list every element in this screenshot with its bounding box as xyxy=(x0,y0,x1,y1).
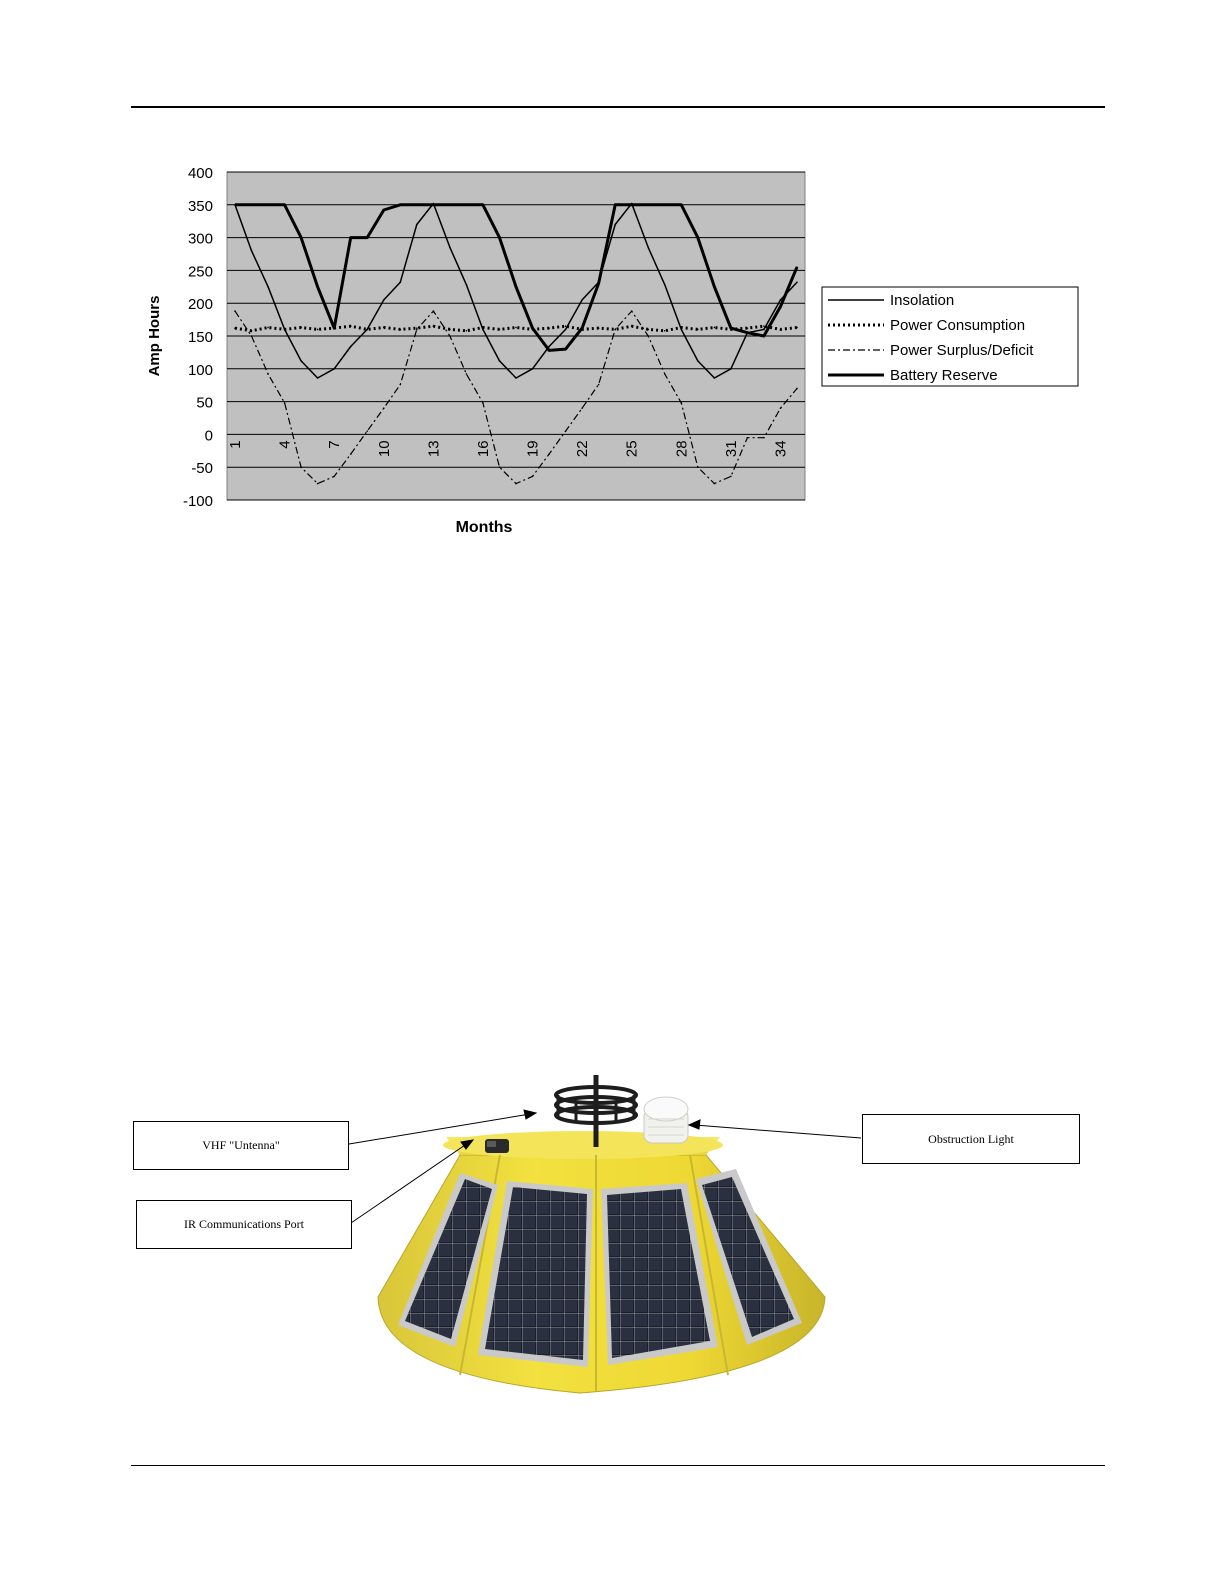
x-tick-label: 19 xyxy=(524,440,542,458)
amp-hours-chart xyxy=(130,160,1090,545)
data-point xyxy=(763,325,765,327)
data-point xyxy=(251,335,253,337)
x-tick-label: 4 xyxy=(276,440,294,449)
data-point xyxy=(664,330,666,332)
data-point xyxy=(499,466,501,468)
data-point xyxy=(333,368,335,370)
ir-communications-port-label: IR Communications Port xyxy=(136,1200,352,1249)
data-point xyxy=(697,360,699,362)
data-point xyxy=(267,286,269,288)
data-point xyxy=(449,204,451,206)
data-point xyxy=(317,329,319,331)
data-point xyxy=(499,360,501,362)
ir-port xyxy=(485,1139,509,1153)
x-tick-label: 7 xyxy=(326,440,344,449)
data-point xyxy=(234,310,236,312)
data-point xyxy=(399,329,401,331)
data-point xyxy=(449,329,451,331)
data-point xyxy=(631,204,633,206)
y-tick-label: 250 xyxy=(187,263,213,281)
data-point xyxy=(366,237,368,239)
data-point xyxy=(581,407,583,409)
data-point xyxy=(565,329,567,331)
data-point xyxy=(647,204,649,206)
data-point xyxy=(747,332,749,334)
data-point xyxy=(333,327,335,329)
y-tick-label: 0 xyxy=(204,427,213,445)
data-point xyxy=(614,204,616,206)
data-point xyxy=(532,476,534,478)
x-tick-label: 10 xyxy=(375,440,393,458)
data-point xyxy=(581,299,583,301)
data-point xyxy=(350,453,352,455)
obstruction-light-label: Obstruction Light xyxy=(862,1114,1080,1164)
data-point xyxy=(598,384,600,386)
data-point xyxy=(433,325,435,327)
data-point xyxy=(482,204,484,206)
data-point xyxy=(399,281,401,283)
data-point xyxy=(714,377,716,379)
data-point xyxy=(366,329,368,331)
x-axis-label: Months xyxy=(455,519,513,536)
data-point xyxy=(383,327,385,329)
data-point xyxy=(482,402,484,404)
data-point xyxy=(350,346,352,348)
data-point xyxy=(747,437,749,439)
data-point xyxy=(730,368,732,370)
data-point xyxy=(714,286,716,288)
data-point xyxy=(714,483,716,485)
data-point xyxy=(416,329,418,331)
data-point xyxy=(466,330,468,332)
y-tick-label: 350 xyxy=(187,197,213,215)
data-point xyxy=(317,286,319,288)
data-point xyxy=(647,247,649,249)
data-point xyxy=(796,327,798,329)
data-point xyxy=(499,329,501,331)
data-point xyxy=(284,329,286,331)
legend-entry: Insolation xyxy=(890,292,955,309)
data-point xyxy=(614,224,616,226)
data-point xyxy=(267,204,269,206)
x-tick-label: 34 xyxy=(772,440,790,458)
data-point xyxy=(532,327,534,329)
data-point xyxy=(515,327,517,329)
data-point xyxy=(548,350,550,352)
data-point xyxy=(267,373,269,375)
x-tick-label: 13 xyxy=(425,440,443,458)
data-point xyxy=(680,204,682,206)
data-point xyxy=(780,407,782,409)
x-tick-label: 31 xyxy=(722,440,740,458)
data-point xyxy=(267,327,269,329)
data-point xyxy=(763,335,765,337)
data-point xyxy=(383,299,385,301)
data-point xyxy=(730,327,732,329)
data-point xyxy=(697,237,699,239)
data-point xyxy=(466,284,468,286)
x-tick-label: 16 xyxy=(474,440,492,458)
data-point xyxy=(366,430,368,432)
data-point xyxy=(598,283,600,285)
data-point xyxy=(680,327,682,329)
data-point xyxy=(565,430,567,432)
y-tick-label: 100 xyxy=(187,361,213,379)
data-point xyxy=(631,325,633,327)
data-point xyxy=(796,388,798,390)
vhf-untenna-label: VHF "Untenna" xyxy=(133,1121,349,1170)
data-point xyxy=(317,483,319,485)
data-point xyxy=(763,437,765,439)
data-point xyxy=(284,402,286,404)
x-tick-label: 22 xyxy=(574,440,592,458)
data-point xyxy=(515,483,517,485)
data-point xyxy=(548,453,550,455)
data-point xyxy=(300,237,302,239)
top-rule xyxy=(131,106,1105,108)
y-axis-label: Amp Hours xyxy=(146,295,163,377)
data-point xyxy=(251,204,253,206)
data-point xyxy=(780,306,782,308)
data-point xyxy=(548,346,550,348)
data-point xyxy=(234,327,236,329)
data-point xyxy=(796,281,798,283)
legend-entry: Battery Reserve xyxy=(890,367,998,384)
data-point xyxy=(763,329,765,331)
bottom-rule xyxy=(131,1465,1105,1466)
data-point xyxy=(449,335,451,337)
data-point xyxy=(383,407,385,409)
y-tick-label: 150 xyxy=(187,329,213,346)
data-point xyxy=(565,325,567,327)
legend-entry: Power Surplus/Deficit xyxy=(890,342,1034,359)
data-point xyxy=(333,476,335,478)
y-tick-label: 200 xyxy=(187,296,213,314)
data-point xyxy=(284,204,286,206)
data-point xyxy=(416,224,418,226)
x-tick-label: 1 xyxy=(227,440,244,449)
data-point xyxy=(416,204,418,206)
data-point xyxy=(251,250,253,252)
data-point xyxy=(581,327,583,329)
data-point xyxy=(664,373,666,375)
data-point xyxy=(730,476,732,478)
y-tick-label: 400 xyxy=(187,165,213,182)
data-point xyxy=(482,327,484,329)
x-tick-label: 28 xyxy=(673,440,691,458)
data-point xyxy=(747,327,749,329)
data-point xyxy=(300,466,302,468)
data-point xyxy=(499,237,501,239)
data-point xyxy=(466,204,468,206)
data-point xyxy=(466,373,468,375)
data-point xyxy=(383,209,385,211)
data-point xyxy=(631,310,633,312)
y-tick-label: -100 xyxy=(182,493,213,510)
data-point xyxy=(399,204,401,206)
data-point xyxy=(251,330,253,332)
data-point xyxy=(796,266,798,268)
data-point xyxy=(565,348,567,350)
data-point xyxy=(399,384,401,386)
obstruction-light xyxy=(644,1097,688,1143)
data-point xyxy=(598,327,600,329)
data-point xyxy=(350,325,352,327)
data-point xyxy=(515,377,517,379)
data-point xyxy=(697,329,699,331)
data-point xyxy=(714,327,716,329)
legend-entry: Power Consumption xyxy=(890,317,1026,334)
y-tick-label: 300 xyxy=(187,230,213,248)
data-point xyxy=(664,204,666,206)
data-point xyxy=(647,335,649,337)
y-tick-label: 50 xyxy=(196,394,213,412)
data-point xyxy=(433,310,435,312)
data-point xyxy=(515,286,517,288)
data-point xyxy=(680,402,682,404)
data-point xyxy=(697,466,699,468)
data-point xyxy=(234,204,236,206)
data-point xyxy=(664,284,666,286)
data-point xyxy=(647,329,649,331)
data-point xyxy=(449,247,451,249)
data-point xyxy=(300,360,302,362)
y-tick-label: -50 xyxy=(191,460,213,478)
x-tick-label: 25 xyxy=(623,440,641,458)
data-point xyxy=(300,327,302,329)
data-point xyxy=(433,204,435,206)
data-point xyxy=(780,329,782,331)
data-point xyxy=(317,377,319,379)
data-point xyxy=(614,329,616,331)
data-point xyxy=(532,368,534,370)
data-point xyxy=(548,327,550,329)
data-point xyxy=(350,237,352,239)
data-point xyxy=(780,299,782,301)
